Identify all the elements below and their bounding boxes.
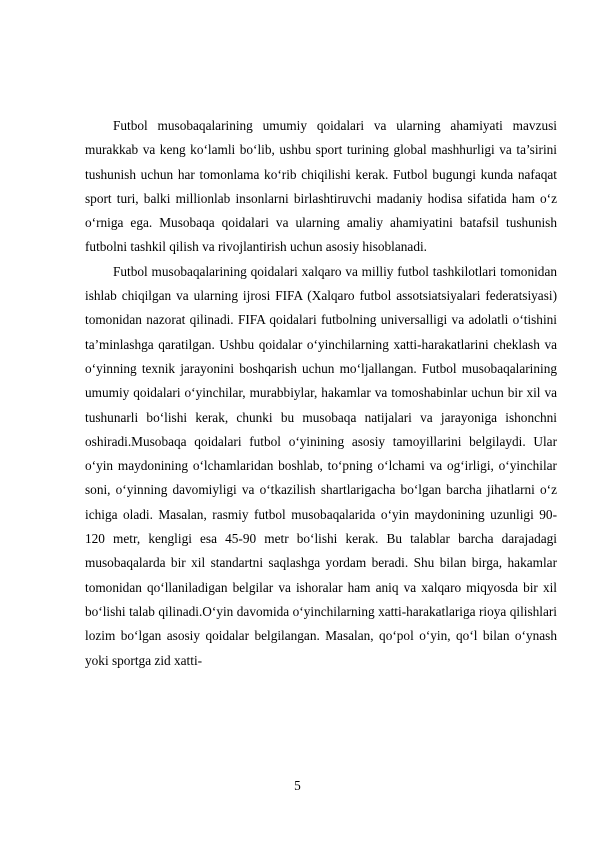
paragraph-rules-importance: Futbol musobaqalarining umumiy qoidalari va ularning ahamiyati mavzusi murakkab va keng ko‘lamli bo‘lib, ushbu sport turining global mashhurligi va ta’sirini tushunish uchun har tomonlama ko‘rib chiqilishi kerak. Futbol bugungi kunda nafaqat sport turi, balki millionlab insonlarni birlashtiruvchi madaniy hodisa sifatida ham o‘z o‘rniga ega. Musobaqa qoidalari va ularning amaliy ahamiyatini batafsil tushunish futbolni tashkil qilish va rivojlantirish uchun asosiy hisoblanadi. [85,118,557,255]
paragraph-fifa-rules: Futbol musobaqalarining qoidalari xalqaro va milliy futbol tashkilotlari tomonidan ishlab chiqilgan va ularning ijrosi FIFA (Xalqaro futbol assotsiatsiyalari federatsiyasi) tomonidan nazorat qilinadi. FIFA qoidalari futbolning universalligi va adolatli o‘tishini ta’minlashga qaratilgan. Ushbu qoidalar o‘yinchilarning xatti-harakatlarini cheklash va o‘yinning texnik jarayonini boshqarish uchun mo‘ljallangan. Futbol musobaqalarining umumiy qoidalari o‘yinchilar, murabbiylar, hakamlar va tomoshabinlar uchun bir xil va tushunarli bo‘lishi kerak, chunki bu musobaqa natijalari va jarayoniga ishonchni oshiradi.Musobaqa qoidalari futbol o‘yinining asosiy tamoyillarini belgilaydi. Ular o‘yin maydonining o‘lchamlaridan boshlab, to‘pning o‘lchami va og‘irligi, o‘yinchilar soni, o‘yinning davomiyligi va o‘tkazilish shartlarigacha bo‘lgan barcha jihatlarni o‘z ichiga oladi. Masalan, rasmiy futbol musobaqalarida o‘yin maydonining uzunligi 90-120 metr, kengligi esa 45-90 metr bo‘lishi kerak. Bu talablar barcha darajadagi musobaqalarda bir xil standartni saqlashga yordam beradi. Shu bilan birga, hakamlar tomonidan qo‘llaniladigan belgilar va ishoralar ham aniq va xalqaro miqyosda bir xil bo‘lishi talab qilinadi.O‘yin davomida o‘yinchilarning xatti-harakatlariga rioya qilishlari lozim bo‘lgan asosiy qoidalar belgilangan. Masalan, qo‘pol o‘yin, qo‘l bilan o‘ynash yoki sportga zid xatti- [85,263,557,668]
body-text [85,114,557,673]
page-number: 5 [294,778,301,793]
